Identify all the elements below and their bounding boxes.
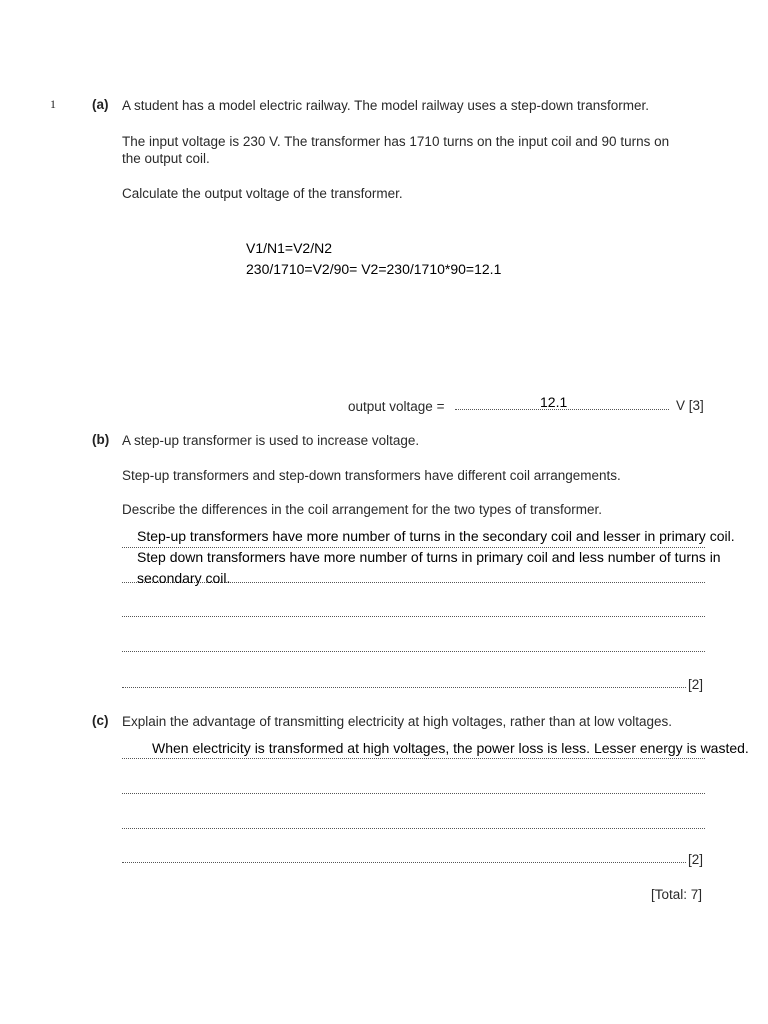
part-a-question-line-3: the output coil. — [122, 151, 210, 166]
part-c-answer-text: When electricity is transformed at high voltages, the power loss is less. Lesser energy is wasted. — [152, 740, 749, 756]
part-b-instruction: Describe the differences in the coil arrangement for the two types of transformer. — [122, 502, 602, 517]
total-marks: [Total: 7] — [651, 887, 703, 902]
part-a-question-line-2: The input voltage is 230 V. The transformer has 1710 turns on the input coil and 90 turns on — [122, 134, 670, 149]
part-b-answer-line — [122, 649, 705, 652]
part-c-marks: [2] — [688, 852, 704, 867]
part-a-working-line-1: V1/N1=V2/N2 — [246, 240, 332, 256]
part-a-working-line-2: 230/1710=V2/90= V2=230/1710*90=12.1 — [246, 261, 502, 277]
part-c-answer-line — [122, 826, 705, 829]
output-voltage-value: 12.1 — [540, 394, 568, 410]
part-b-answer-text: Step-up transformers have more number of turns in the secondary coil and lesser in primary coil. Step down transformers have more number of turns in primary coil and less number of turns in secondary coil. — [137, 528, 735, 586]
output-voltage-unit-marks: V [3] — [676, 398, 704, 413]
part-c-answer-line — [122, 860, 686, 863]
part-a-label: (a) — [92, 97, 109, 112]
output-voltage-label: output voltage = — [348, 399, 445, 414]
part-c-answer-line — [122, 791, 705, 794]
question-number: 1 — [50, 97, 56, 111]
part-a-question-line-1: A student has a model electric railway. The model railway uses a step-down transformer. — [122, 98, 649, 113]
part-b-marks: [2] — [688, 677, 704, 692]
part-b-label: (b) — [92, 432, 110, 447]
part-c-label: (c) — [92, 713, 109, 728]
part-b-answer-line — [122, 685, 686, 688]
part-a-instruction: Calculate the output voltage of the transformer. — [122, 186, 403, 201]
part-c-question: Explain the advantage of transmitting electricity at high voltages, rather than at low voltages. — [122, 714, 673, 729]
part-b-question-line-1: A step-up transformer is used to increase voltage. — [122, 433, 420, 448]
part-b-question-line-2: Step-up transformers and step-down transformers have different coil arrangements. — [122, 468, 621, 483]
part-b-answer-line — [122, 614, 705, 617]
